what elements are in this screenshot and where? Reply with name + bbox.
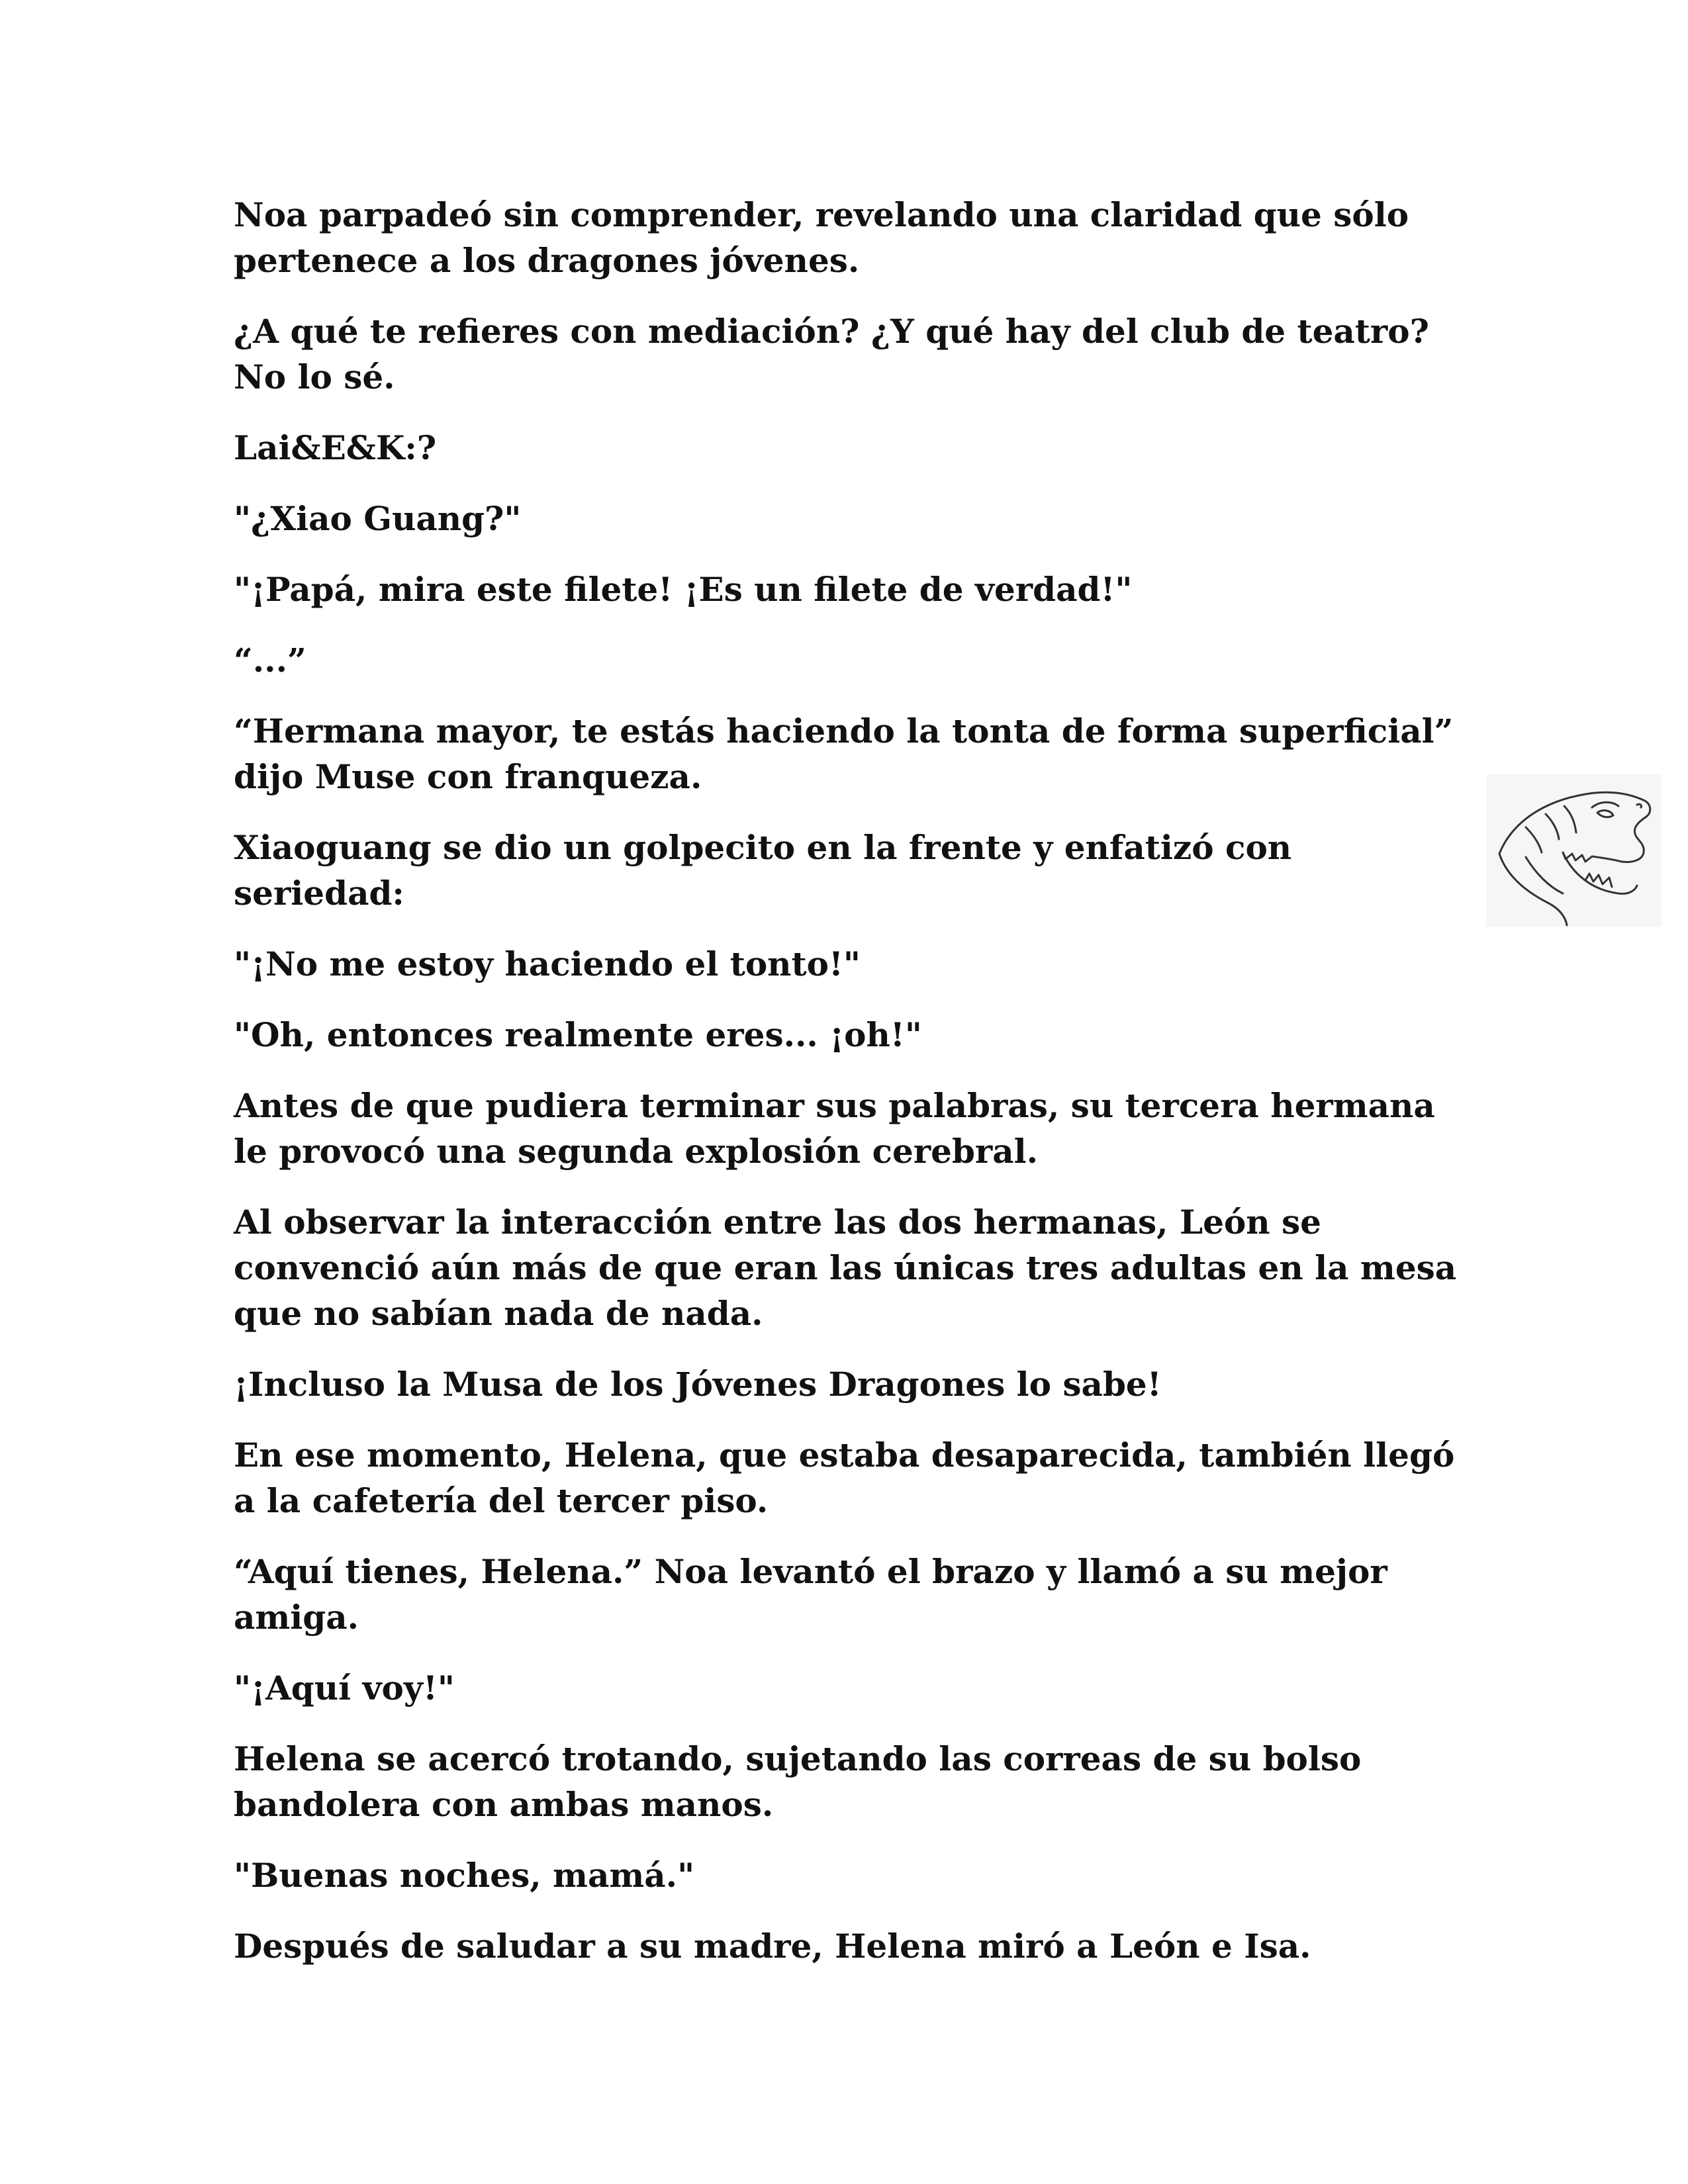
paragraph: "¡Aquí voy!"	[234, 1668, 455, 1707]
paragraph: Helena se acercó trotando, sujetando las correas de su bolso bandolera con ambas manos.	[234, 1739, 1362, 1824]
paragraph: Después de saludar a su madre, Helena miró a León e Isa.	[234, 1927, 1311, 1966]
paragraph: Noa parpadeó sin comprender, revelando una claridad que sólo pertenece a los dragones jóvenes.	[234, 195, 1409, 280]
paragraph: "Oh, entonces realmente eres... ¡oh!"	[234, 1015, 922, 1054]
paragraph: ¿A qué te refieres con mediación? ¿Y qué hay del club de teatro? No lo sé.	[234, 312, 1429, 396]
paragraph: Al observar la interacción entre las dos hermanas, León se convenció aún más de que eran las únicas tres adultas en la mesa que no sabían nada de nada.	[234, 1203, 1457, 1333]
paragraph: Antes de que pudiera terminar sus palabras, su tercera hermana le provocó una segunda explosión cerebral.	[234, 1086, 1435, 1171]
paragraph: "¡No me estoy haciendo el tonto!"	[234, 944, 861, 983]
paragraph: “Aquí tienes, Helena.” Noa levantó el brazo y llamó a su mejor amiga.	[234, 1552, 1387, 1637]
paragraph: "¿Xiao Guang?"	[234, 499, 522, 538]
body-text	[234, 192, 1465, 1994]
dinosaur-head-sketch-icon	[1486, 774, 1662, 927]
paragraph: "Buenas noches, mamá."	[234, 1856, 695, 1895]
paragraph: “...”	[234, 641, 306, 680]
paragraph: ¡Incluso la Musa de los Jóvenes Dragones lo sabe!	[234, 1365, 1162, 1404]
paragraph: En ese momento, Helena, que estaba desaparecida, también llegó a la cafetería del tercer piso.	[234, 1435, 1455, 1520]
paragraph: Lai&E&K:?	[234, 428, 437, 467]
paragraph: “Hermana mayor, te estás haciendo la tonta de forma superficial” dijo Muse con franqueza.	[234, 711, 1454, 796]
paragraph: "¡Papá, mira este filete! ¡Es un filete de verdad!"	[234, 570, 1133, 609]
paragraph: Xiaoguang se dio un golpecito en la frente y enfatizó con seriedad:	[234, 828, 1292, 913]
